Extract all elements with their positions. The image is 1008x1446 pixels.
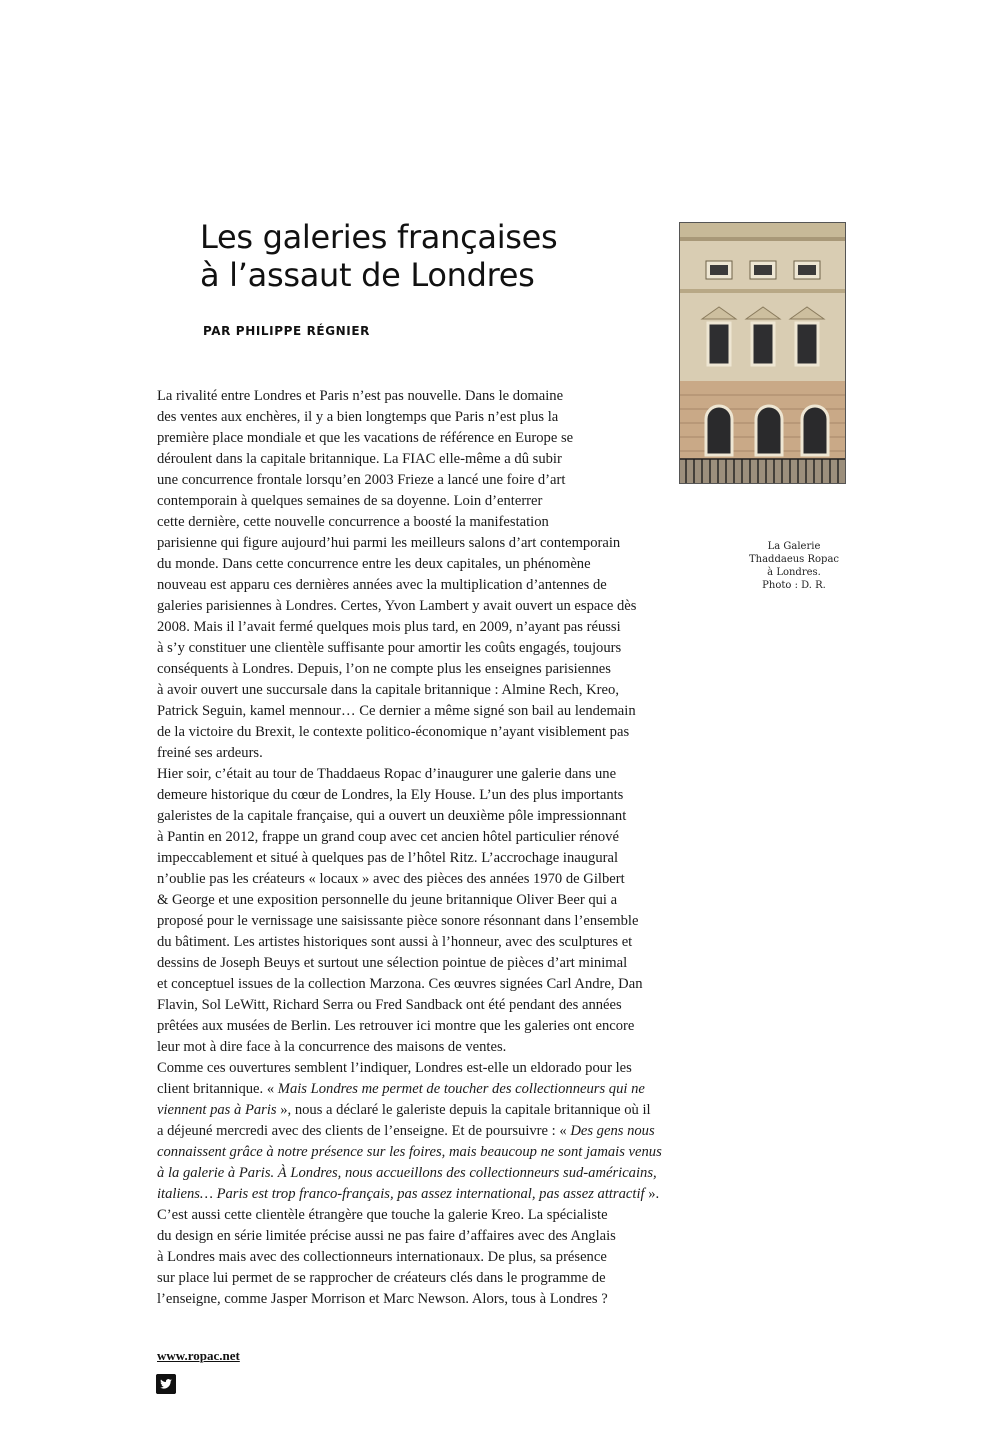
quote-italic: Des gens nous xyxy=(570,1123,655,1139)
byline: PAR PHILIPPE RÉGNIER xyxy=(203,324,371,338)
caption-line: à Londres. xyxy=(767,567,821,578)
caption-line: Thaddaeus Ropac xyxy=(748,554,840,565)
body-line: La rivalité entre Londres et Paris n’est pas nouvelle. Dans le domaine xyxy=(157,388,564,404)
body-line: n’oublie pas les créateurs « locaux » avec des pièces des années 1970 de Gilbert xyxy=(157,871,625,887)
body-line: Flavin, Sol LeWitt, Richard Serra ou Fred Sandback ont été pendant des années xyxy=(157,997,622,1013)
body-line: proposé pour le vernissage une saisissante pièce sonore résonnant dans l’ensemble xyxy=(157,913,639,929)
body-line: galeristes de la capitale française, qui a ouvert un deuxième pôle impressionnant xyxy=(157,808,627,824)
quote-line xyxy=(157,1163,757,1184)
body-line: nouveau est apparu ces dernières années avec la multiplication d’antennes de xyxy=(157,577,607,593)
body-line: freiné ses ardeurs. xyxy=(157,745,263,761)
body-line: impeccablement et situé à quelques pas de l’hôtel Ritz. L’accrochage inaugural xyxy=(157,850,619,866)
body-line: de la victoire du Brexit, le contexte politico-économique n’ayant visiblement pas xyxy=(157,724,630,740)
quote-text: », nous a déclaré le galeriste depuis la capitale britannique où il xyxy=(276,1102,651,1118)
body-line: Hier soir, c’était au tour de Thaddaeus Ropac d’inaugurer une galerie dans une xyxy=(157,766,617,782)
body-line: première place mondiale et que les vacations de référence en Europe se xyxy=(157,430,574,446)
twitter-icon[interactable] xyxy=(156,1374,176,1394)
quote-italic: Mais Londres me permet de toucher des collectionneurs qui ne xyxy=(277,1081,645,1097)
body-line: conséquents à Londres. Depuis, l’on ne compte plus les enseignes parisiennes xyxy=(157,661,611,677)
body-line: et conceptuel issues de la collection Marzona. Ces œuvres signées Carl Andre, Dan xyxy=(157,976,643,992)
caption-line: Photo : D. R. xyxy=(762,580,826,591)
title-line: à l’assaut de Londres xyxy=(200,256,535,294)
body-line: à Londres mais avec des collectionneurs internationaux. De plus, sa présence xyxy=(157,1249,607,1265)
quote-line xyxy=(157,1100,757,1121)
article-title xyxy=(200,218,640,294)
quote-italic: italiens… Paris est trop franco-français, pas assez international, pas assez attractif xyxy=(157,1186,645,1202)
body-line: déroulent dans la capitale britannique. La FIAC elle-même a dû subir xyxy=(157,451,562,467)
quote-line xyxy=(157,1142,757,1163)
quote-italic: viennent pas à Paris xyxy=(157,1102,277,1118)
body-line: prêtées aux musées de Berlin. Les retrouver ici montre que les galeries ont encore xyxy=(157,1018,635,1034)
quote-text: a déjeuné mercredi avec des clients de l’enseigne. Et de poursuivre : « xyxy=(157,1123,571,1139)
body-line: à avoir ouvert une succursale dans la capitale britannique : Almine Rech, Kreo, xyxy=(157,682,619,698)
ropac-link[interactable]: www.ropac.net xyxy=(157,1348,240,1363)
body-line: cette dernière, cette nouvelle concurrence a boosté la manifestation xyxy=(157,514,549,530)
quote-italic: connaissent grâce à notre présence sur les foires, mais beaucoup ne sont jamais venus xyxy=(157,1144,662,1160)
body-line: contemporain à quelques semaines de sa doyenne. Loin d’enterrer xyxy=(157,493,543,509)
body-line: des ventes aux enchères, il y a bien longtemps que Paris n’est plus la xyxy=(157,409,559,425)
body-line: à Pantin en 2012, frappe un grand coup avec cet ancien hôtel particulier rénové xyxy=(157,829,619,845)
body-line: galeries parisiennes à Londres. Certes, Yvon Lambert y avait ouvert un espace dès xyxy=(157,598,637,614)
quote-text: ». xyxy=(644,1186,660,1202)
body-line: demeure historique du cœur de Londres, la Ely House. L’un des plus importants xyxy=(157,787,624,803)
body-line: 2008. Mais il l’avait fermé quelques mois plus tard, en 2009, n’ayant pas réussi xyxy=(157,619,621,635)
quote-line xyxy=(157,1121,757,1142)
title-line: Les galeries françaises xyxy=(200,218,558,256)
body-line: du design en série limitée précise aussi ne pas faire d’affaires avec des Anglais xyxy=(157,1228,616,1244)
body-line: une concurrence frontale lorsqu’en 2003 Frieze a lancé une foire d’art xyxy=(157,472,566,488)
body-line: Patrick Seguin, kamel mennour… Ce dernier a même signé son bail au lendemain xyxy=(157,703,636,719)
body-line: parisienne qui figure aujourd’hui parmi les meilleurs salons d’art contemporain xyxy=(157,535,621,551)
body-line: à s’y constituer une clientèle suffisante pour amortir les coûts engagés, toujours xyxy=(157,640,622,656)
body-line: du monde. Dans cette concurrence entre les deux capitales, un phénomène xyxy=(157,556,591,572)
quote-text: client britannique. « xyxy=(157,1081,278,1097)
body-line: du bâtiment. Les artistes historiques sont aussi à l’honneur, avec des sculptures et xyxy=(157,934,633,950)
caption-line: La Galerie xyxy=(767,541,821,552)
body-line: sur place lui permet de se rapprocher de créateurs clés dans le programme de xyxy=(157,1270,606,1286)
body-line: Comme ces ouvertures semblent l’indiquer, Londres est-elle un eldorado pour les xyxy=(157,1060,632,1076)
quote-line xyxy=(157,1079,757,1100)
body-line: l’enseigne, comme Jasper Morrison et Marc Newson. Alors, tous à Londres ? xyxy=(157,1291,608,1307)
body-line: dessins de Joseph Beuys et surtout une sélection pointue de pièces d’art minimal xyxy=(157,955,628,971)
quote-italic: à la galerie à Paris. À Londres, nous accueillons des collectionneurs sud-américains, xyxy=(157,1165,657,1181)
body-line: & George et une exposition personnelle du jeune britannique Oliver Beer qui a xyxy=(157,892,618,908)
body-line: leur mot à dire face à la concurrence des maisons de ventes. xyxy=(157,1039,507,1055)
quote-line xyxy=(157,1184,757,1205)
body-line: C’est aussi cette clientèle étrangère que touche la galerie Kreo. La spécialiste xyxy=(157,1207,608,1223)
article-body xyxy=(157,386,757,1310)
